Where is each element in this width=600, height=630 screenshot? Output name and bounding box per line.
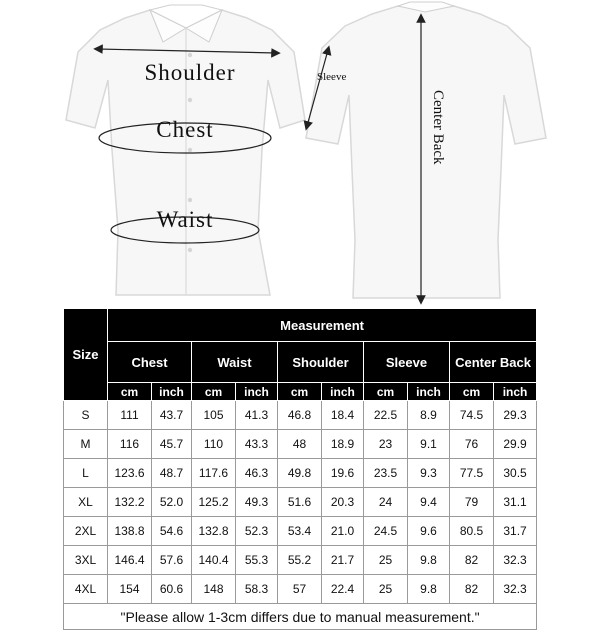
value-cell: 25 xyxy=(364,575,408,604)
value-cell: 9.3 xyxy=(408,459,450,488)
value-cell: 110 xyxy=(192,430,236,459)
shirt-illustration xyxy=(0,0,600,305)
value-cell: 80.5 xyxy=(450,517,494,546)
value-cell: 29.3 xyxy=(494,401,537,430)
value-cell: 32.3 xyxy=(494,546,537,575)
size-cell: 2XL xyxy=(64,517,108,546)
size-cell: S xyxy=(64,401,108,430)
value-cell: 82 xyxy=(450,575,494,604)
value-cell: 22.4 xyxy=(322,575,364,604)
value-cell: 31.7 xyxy=(494,517,537,546)
table-row xyxy=(64,546,537,575)
group-header: Shoulder xyxy=(278,342,364,383)
group-header: Sleeve xyxy=(364,342,450,383)
value-cell: 74.5 xyxy=(450,401,494,430)
size-cell: 3XL xyxy=(64,546,108,575)
value-cell: 48 xyxy=(278,430,322,459)
value-cell: 140.4 xyxy=(192,546,236,575)
value-cell: 8.9 xyxy=(408,401,450,430)
value-cell: 51.6 xyxy=(278,488,322,517)
value-cell: 18.9 xyxy=(322,430,364,459)
value-cell: 52.0 xyxy=(152,488,192,517)
unit-header: cm xyxy=(108,383,152,401)
group-header: Chest xyxy=(108,342,192,383)
value-cell: 49.8 xyxy=(278,459,322,488)
value-cell: 60.6 xyxy=(152,575,192,604)
value-cell: 79 xyxy=(450,488,494,517)
value-cell: 21.0 xyxy=(322,517,364,546)
value-cell: 48.7 xyxy=(152,459,192,488)
value-cell: 23 xyxy=(364,430,408,459)
value-cell: 9.8 xyxy=(408,575,450,604)
value-cell: 116 xyxy=(108,430,152,459)
value-cell: 132.2 xyxy=(108,488,152,517)
table-row xyxy=(64,517,537,546)
value-cell: 43.7 xyxy=(152,401,192,430)
value-cell: 117.6 xyxy=(192,459,236,488)
value-cell: 30.5 xyxy=(494,459,537,488)
value-cell: 45.7 xyxy=(152,430,192,459)
value-cell: 58.3 xyxy=(236,575,278,604)
value-cell: 43.3 xyxy=(236,430,278,459)
unit-header: inch xyxy=(236,383,278,401)
value-cell: 57.6 xyxy=(152,546,192,575)
unit-header: inch xyxy=(152,383,192,401)
value-cell: 31.1 xyxy=(494,488,537,517)
value-cell: 125.2 xyxy=(192,488,236,517)
table-row xyxy=(64,488,537,517)
value-cell: 18.4 xyxy=(322,401,364,430)
value-cell: 41.3 xyxy=(236,401,278,430)
value-cell: 9.1 xyxy=(408,430,450,459)
size-chart-table xyxy=(63,308,537,630)
value-cell: 123.6 xyxy=(108,459,152,488)
value-cell: 57 xyxy=(278,575,322,604)
value-cell: 148 xyxy=(192,575,236,604)
group-header: Waist xyxy=(192,342,278,383)
measurement-note: "Please allow 1-3cm differs due to manual measurement." xyxy=(64,604,537,630)
group-header: Center Back xyxy=(450,342,537,383)
table-row xyxy=(64,401,537,430)
value-cell: 138.8 xyxy=(108,517,152,546)
value-cell: 55.3 xyxy=(236,546,278,575)
measurement-header: Measurement xyxy=(108,309,537,342)
value-cell: 23.5 xyxy=(364,459,408,488)
value-cell: 146.4 xyxy=(108,546,152,575)
value-cell: 32.3 xyxy=(494,575,537,604)
value-cell: 52.3 xyxy=(236,517,278,546)
value-cell: 105 xyxy=(192,401,236,430)
shoulder-label: Shoulder xyxy=(144,60,236,85)
value-cell: 53.4 xyxy=(278,517,322,546)
unit-header: cm xyxy=(364,383,408,401)
value-cell: 55.2 xyxy=(278,546,322,575)
value-cell: 19.6 xyxy=(322,459,364,488)
table-row xyxy=(64,575,537,604)
unit-header: cm xyxy=(450,383,494,401)
value-cell: 154 xyxy=(108,575,152,604)
value-cell: 24.5 xyxy=(364,517,408,546)
unit-header: inch xyxy=(322,383,364,401)
table-row xyxy=(64,459,537,488)
value-cell: 46.3 xyxy=(236,459,278,488)
value-cell: 29.9 xyxy=(494,430,537,459)
waist-label: Waist xyxy=(156,207,214,232)
back-shirt-image xyxy=(306,2,546,298)
value-cell: 25 xyxy=(364,546,408,575)
chest-label: Chest xyxy=(156,117,214,142)
value-cell: 132.8 xyxy=(192,517,236,546)
value-cell: 24 xyxy=(364,488,408,517)
value-cell: 77.5 xyxy=(450,459,494,488)
size-cell: L xyxy=(64,459,108,488)
value-cell: 9.8 xyxy=(408,546,450,575)
value-cell: 21.7 xyxy=(322,546,364,575)
value-cell: 22.5 xyxy=(364,401,408,430)
unit-header: cm xyxy=(192,383,236,401)
value-cell: 20.3 xyxy=(322,488,364,517)
value-cell: 9.4 xyxy=(408,488,450,517)
value-cell: 82 xyxy=(450,546,494,575)
value-cell: 9.6 xyxy=(408,517,450,546)
value-cell: 46.8 xyxy=(278,401,322,430)
size-cell: XL xyxy=(64,488,108,517)
size-column-header: Size xyxy=(64,309,108,401)
unit-header: cm xyxy=(278,383,322,401)
size-cell: 4XL xyxy=(64,575,108,604)
size-cell: M xyxy=(64,430,108,459)
center-back-label: Center Back xyxy=(430,90,446,165)
unit-header: inch xyxy=(408,383,450,401)
value-cell: 76 xyxy=(450,430,494,459)
value-cell: 49.3 xyxy=(236,488,278,517)
value-cell: 54.6 xyxy=(152,517,192,546)
unit-header: inch xyxy=(494,383,537,401)
table-row xyxy=(64,430,537,459)
value-cell: 111 xyxy=(108,401,152,430)
sleeve-label: Sleeve xyxy=(317,71,347,83)
